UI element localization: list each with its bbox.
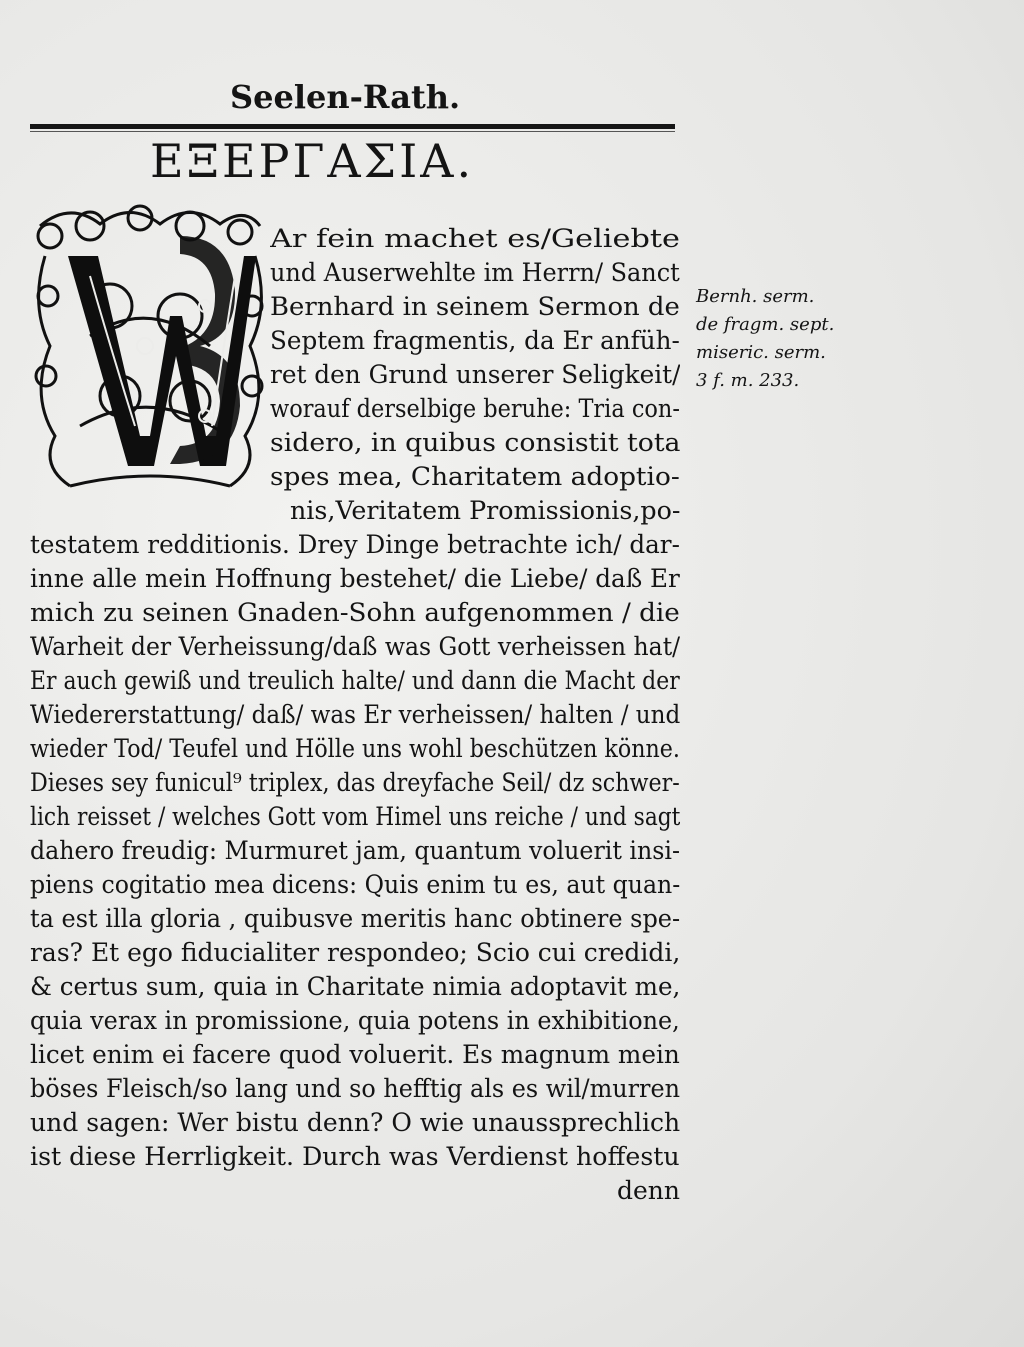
body-line: piens cogitatio mea dicens: Quis enim tu es, aut quan- xyxy=(30,870,680,899)
body-line: ta est illa gloria , quibusve meritis hanc obtinere spe- xyxy=(30,904,680,933)
body-line: Bernhard in seinem Sermon de xyxy=(270,292,680,321)
body-line: ras? Et ego fiducialiter respondeo; Scio cui credidi, xyxy=(30,938,680,967)
body-line: & certus sum, quia in Charitate nimia adoptavit me, xyxy=(30,972,680,1001)
body-line: worauf derselbige beruhe: Tria con- xyxy=(270,394,680,423)
catchword: denn xyxy=(616,1176,680,1205)
body-line: nis,Veritatem Promissionis,po- xyxy=(290,496,680,525)
body-line: ret den Grund unserer Seligkeit/ xyxy=(270,360,680,389)
header-rule-thin xyxy=(30,131,675,132)
body-line: ist diese Herrligkeit. Durch was Verdienst hoffestu xyxy=(30,1142,680,1171)
header-rule xyxy=(30,124,675,129)
body-line: licet enim ei facere quod voluerit. Es magnum mein xyxy=(30,1040,680,1069)
margin-note: Bernh. serm. xyxy=(696,286,815,307)
body-line: Dieses sey funicul⁹ triplex, das dreyfache Seil/ dz schwer- xyxy=(30,768,680,797)
body-line: böses Fleisch/so lang und so hefftig als es wil/murren xyxy=(30,1074,680,1103)
body-line: wieder Tod/ Teufel und Hölle uns wohl beschützen könne. xyxy=(30,734,680,763)
body-line: Warheit der Verheissung/daß was Gott verheissen hat/ xyxy=(30,632,680,661)
decorative-initial-w-icon xyxy=(30,196,266,496)
body-line: und sagen: Wer bistu denn? O wie unaussprechlich xyxy=(30,1108,680,1137)
margin-note: miseric. serm. xyxy=(696,342,826,363)
body-line: lich reisset / welches Gott vom Himel uns reiche / und sagt xyxy=(30,802,680,831)
body-line: dahero freudig: Murmuret jam, quantum voluerit insi- xyxy=(30,836,680,865)
body-line: spes mea, Charitatem adoptio- xyxy=(270,462,680,491)
body-line: Er auch gewiß und treulich halte/ und dann die Macht der xyxy=(30,666,680,695)
section-title: ΕΞΕΡΓΑΣΙΑ. xyxy=(150,134,475,188)
body-line: inne alle mein Hoffnung bestehet/ die Liebe/ daß Er xyxy=(30,564,680,593)
body-line: Ar fein machet es/Geliebte xyxy=(270,224,680,253)
body-line: quia verax in promissione, quia potens in exhibitione, xyxy=(30,1006,680,1035)
body-line: und Auserwehlte im Herrn/ Sanct xyxy=(270,258,680,287)
body-line: mich zu seinen Gnaden-Sohn aufgenommen / die xyxy=(30,598,680,627)
margin-note: de fragm. sept. xyxy=(696,314,835,335)
body-line: Septem fragmentis, da Er anfüh- xyxy=(270,326,680,355)
margin-note: 3 f. m. 233. xyxy=(696,370,800,391)
body-line: Wiedererstattung/ daß/ was Er verheissen/ halten / und xyxy=(30,700,680,729)
running-head: Seelen-Rath. xyxy=(230,78,461,116)
body-line: sidero, in quibus consistit tota xyxy=(270,428,680,457)
body-line: testatem redditionis. Drey Dinge betrachte ich/ dar- xyxy=(30,530,680,559)
